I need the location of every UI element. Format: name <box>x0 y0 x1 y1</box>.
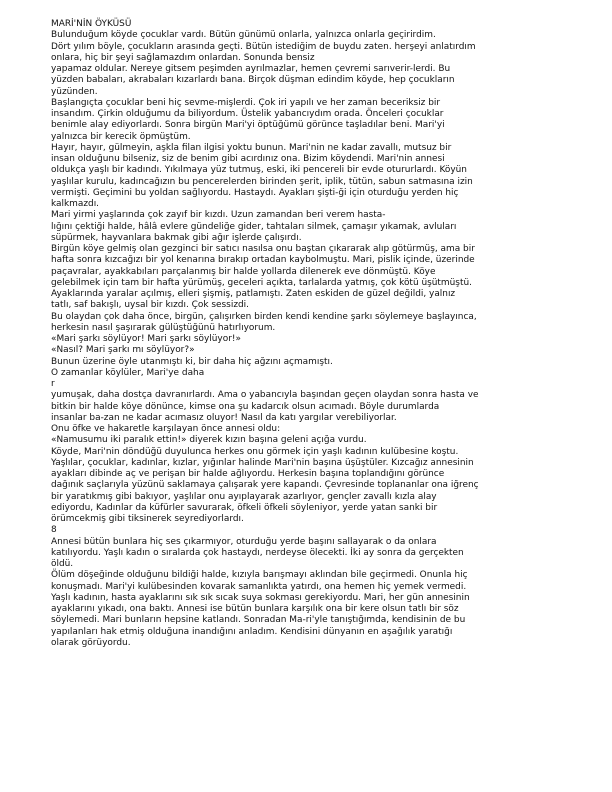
text-line: yüzünden. <box>51 86 98 97</box>
text-line: yapılanları hak etmiş olduğuna inandığını anladım. Kendisini dünyanın en aşağılık yaratığı <box>51 626 453 637</box>
text-line: onlara, hiç bir şeyi sağlamazdım onlardan. Sonunda bensiz <box>51 52 315 63</box>
text-line: r <box>51 379 55 389</box>
document-title: MARİ'NİN ÖYKÜSÜ <box>51 19 132 29</box>
text-line: olarak görüyordu. <box>51 637 131 648</box>
text-line: Yaşlılar, çocuklar, kadınlar, kızlar, yığınlar halinde Mari'nin başına üşüştüler. Kızcağız annesinin <box>51 457 474 468</box>
text-line: Dört yılım böyle, çocukların arasında geçti. Bütün istediğim de buydu zaten. herşeyi anlatırdım <box>51 41 476 52</box>
text-line: insan olduğunu bilseniz, siz de benim gibi acırdınız ona. Bizim köydendi. Mari'nin annesi <box>51 154 445 164</box>
text-line: Köyde, Mari'nin döndüğü duyulunca herkes onu görmek için yaşlı kadının kulübesine koştu. <box>51 446 459 457</box>
text-line: kalkmazdı. <box>51 199 100 209</box>
text-line: lığını çektiği halde, hâlâ evlere gündeliğe gider, tahtaları silmek, çamaşır yıkamak, avluları <box>51 221 457 232</box>
text-line: yaşlılar kurulu, kadıncağızın bu pencerelerden birinden şerit, iplik, tütün, sabun satmasına izin <box>51 176 473 187</box>
text-line: Hayır, hayır, gülmeyin, aşkla filan ilgisi yoktu bunun. Mari'nin ne kadar zavallı, mutsuz bir <box>51 142 452 153</box>
text-line: Yaşlı kadının, hasta ayaklarını sık sık sıcak suya sokması gerekiyordu. Mari, her gün annesinin <box>51 592 470 603</box>
text-line: dağınık saçlarıyla yüzünü saklamaya çalışarak yere kapandı. Çevresinde toplananlar ona iğrenç <box>51 480 479 491</box>
text-line: katılıyordu. Yaşlı kadın o sıralarda çok hastaydı, nerdeyse ölecekti. İki ay sonra da gerçekten <box>51 547 464 558</box>
document-body <box>51 30 541 649</box>
text-line: insandım. Çirkin olduğumu da biliyordum. Üstelik yabancıydım orada. Önceleri çocuklar <box>51 109 444 119</box>
text-line: Birgün köye gelmiş olan gezginci bir satıcı nasılsa onu baştan çıkararak alıp götürmüş, ama bir <box>51 244 475 254</box>
text-line: Ölüm döşeğinde olduğunu bildiği halde, kızıyla barışmayı aklından bile geçirmedi. Onunla hiç <box>51 570 468 581</box>
text-line: O zamanlar köylüler, Mari'ye daha <box>51 367 205 378</box>
text-line: Bu olaydan çok daha önce, birgün, çalışırken birden kendi kendine şarkı söylemeye başlayınca, <box>51 311 477 322</box>
text-line: gelebilmek için tam bir hafta yürümüş, geceleri açıkta, tarlalarda yatmış, çok kötü üşütmüştü. <box>51 277 472 288</box>
text-line: süpürmek, hayvanlara bakmak gibi ağır işlerde çalışırdı. <box>51 232 302 243</box>
text-line: Başlangıçta çocuklar beni hiç sevme-mişlerdi. Çok iri yapılı ve her zaman beceriksiz bir <box>51 97 441 108</box>
text-line: benimle alay ediyorlardı. Sonra birgün Mari'yi öptüğümü görünce taşladılar beni. Mari'yi <box>51 120 445 131</box>
text-line: Ayaklarında yaralar açılmış, elleri şişmiş, patlamıştı. Zaten eskiden de güzel değildi, yalnız <box>51 289 456 299</box>
text-line: yumuşak, daha dostça davranırlardı. Ama o yabancıyla başından geçen olaydan sonra hasta ve <box>51 390 479 401</box>
text-line: yalnızca bir kerecik öpmüştüm. <box>51 131 191 142</box>
text-line: örümcekmiş gibi tiksinerek seyrediyorlardı. <box>51 514 244 524</box>
text-line: «Nasıl? Mari şarkı mı söylüyor?» <box>51 345 195 356</box>
text-line: insanlar ba-zan ne kadar acımasız oluyor! Nasıl da katı yargılar verebiliyorlar. <box>51 412 397 423</box>
text-line: hafta sonra kızcağızı bir yol kenarına bırakıp ortadan kaybolmuştu. Mari, pislik içinde, üzerinde <box>51 255 475 266</box>
text-line: Bulunduğum köyde çocuklar vardı. Bütün günümü onlarla, yalnızca onlarla geçirirdim. <box>51 30 436 41</box>
text-line: bitkin bir halde köye dönünce, kimse ona şu kadarcık olsun acımadı. Böyle durumlarda <box>51 401 440 412</box>
text-line: tatlı, saf bakışlı, uysal bir kızdı. Çok sessizdi. <box>51 300 250 311</box>
document-page <box>51 19 541 649</box>
text-line: ayaklarını yıkadı, ona baktı. Annesi ise bütün bunlara karşılık ona bir kere olsun tatlı bir söz <box>51 604 459 614</box>
text-line: söylemedi. Mari bunların hepsine katlandı. Sonradan Ma-ri'yle tanıştığımda, kendisinin de bu <box>51 615 466 626</box>
text-line: herkesin nasıl şaşırarak gülüştüğünü hatırlıyorum. <box>51 322 276 333</box>
text-line: bir yaratıkmış gibi bakıyor, yaşlılar onu ayıplayarak azarlıyor, gençler zavallı kızla alay <box>51 491 437 502</box>
text-line: ediyordu, Kadınlar da küfürler savurarak, öfkeli öfkeli söyleniyor, yerde yatan sanki bir <box>51 502 438 513</box>
text-line: vermişti. Geçimini bu yoldan sağlıyordu. Hastaydı. Ayakları şişti-ği için oturduğu yerden hiç <box>51 187 459 198</box>
text-line: Annesi bütün bunlara hiç ses çıkarmıyor, oturduğu yerde başını sallayarak o da onlara <box>51 536 437 547</box>
text-line: 8 <box>51 525 57 536</box>
text-line: Bunun üzerine öyle utanmıştı ki, bir daha hiç ağzını açmamıştı. <box>51 356 333 367</box>
text-line: paçavralar, ayakkabıları parçalanmış bir halde yollarda dilenerek eve dönmüştü. Köye <box>51 266 436 277</box>
text-line: öldü. <box>51 559 74 569</box>
text-line: «Namusumu iki paralık ettin!» diyerek kızın başına geleni açığa vurdu. <box>51 435 367 446</box>
text-line: yapamaz oldular. Nereye gitsem peşimden ayrılmazlar, hemen çevremi sarıverir-lerdi. Bu <box>51 64 451 74</box>
text-line: yüzden babaları, akrabaları kızarlardı bana. Birçok düşman edindim köyde, hep çocukların <box>51 75 455 86</box>
text-line: Mari yirmi yaşlarında çok zayıf bir kızdı. Uzun zamandan beri verem hasta- <box>51 210 386 221</box>
text-line: «Mari şarkı söylüyor! Mari şarkı söylüyor!» <box>51 334 241 344</box>
text-line: Onu öfke ve hakaretle karşılayan önce annesi oldu: <box>51 424 281 434</box>
text-line: oldukça yaşlı bir kadındı. Yıkılmaya yüz tutmuş, eski, iki pencereli bir evde otururlardı. Köyün <box>51 165 467 176</box>
text-line: ayakları dibinde aç ve perişan bir halde ağlıyordu. Herkesin başına toplandığını görünce <box>51 469 445 479</box>
text-line: konuşmadı. Mari'yi kulübesinden kovarak samanlıkta yatırdı, ona hemen hiç yemek vermedi. <box>51 581 467 592</box>
